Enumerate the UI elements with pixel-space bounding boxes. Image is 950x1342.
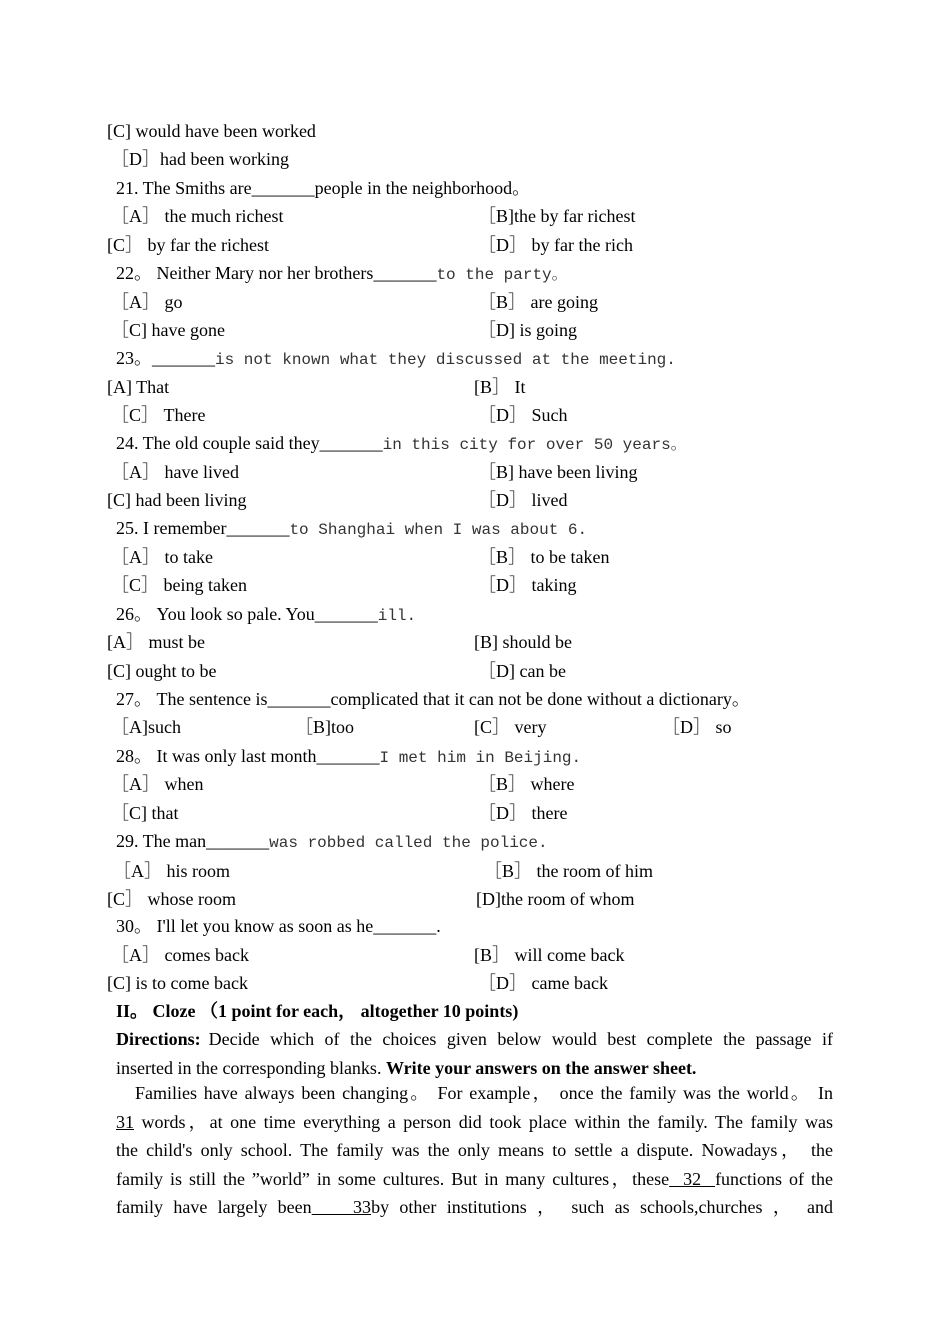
question-29-option-c: [C］ whose room bbox=[107, 889, 236, 909]
question-21-option-c: [C］ by far the richest bbox=[107, 235, 269, 255]
question-21-option-b: ［B]the by far richest bbox=[478, 206, 636, 226]
question-28-option-a: ［A］ when bbox=[111, 774, 204, 794]
question-28-stem: 28。 It was only last month_______I met him in Beijing. bbox=[116, 746, 582, 767]
question-21-stem: 21. The Smiths are_______people in the neighborhood。 bbox=[116, 178, 531, 198]
blank-33: 33 bbox=[311, 1197, 372, 1218]
question-26-option-a: [A］ must be bbox=[107, 632, 205, 652]
directions bbox=[116, 1025, 833, 1082]
question-29-option-d: [D]the room of whom bbox=[476, 889, 635, 909]
question-24-stem: 24. The old couple said they_______in this city for over 50 years。 bbox=[116, 433, 687, 454]
question-22-option-b: ［B］ are going bbox=[478, 292, 598, 312]
blank-31: 31 bbox=[116, 1111, 134, 1132]
question-23-option-b: [B］ It bbox=[474, 377, 526, 397]
question-26-stem: 26。 You look so pale. You_______ill. bbox=[116, 604, 417, 625]
question-27-stem: 27。 The sentence is_______complicated that it can not be done without a dictionary。 bbox=[116, 689, 750, 709]
directions-line-1: Directions: Decide which of the choices given below would best complete the passage if bbox=[116, 1029, 833, 1049]
question-23-option-c: ［C］ There bbox=[111, 405, 206, 425]
prev-option-c: [C] would have been worked bbox=[107, 121, 316, 141]
passage-line-3: the child's only school. The family was the only means to settle a dispute. Nowadays， the bbox=[116, 1140, 833, 1161]
blank-32: 32 bbox=[669, 1168, 716, 1189]
cloze-passage bbox=[116, 1079, 833, 1222]
question-24-option-a: ［A］ have lived bbox=[111, 462, 239, 482]
question-23-stem: 23。_______is not known what they discussed at the meeting. bbox=[116, 348, 676, 369]
question-25-stem: 25. I remember_______to Shanghai when I was about 6. bbox=[116, 518, 588, 539]
question-23-option-a: [A] That bbox=[107, 377, 170, 397]
question-21-option-a: ［A］ the much richest bbox=[111, 206, 284, 226]
question-30-option-a: ［A］ comes back bbox=[111, 945, 249, 965]
question-29-option-a: ［A］ his room bbox=[113, 861, 230, 881]
question-24-option-b: ［B] have been living bbox=[478, 462, 638, 482]
question-27-option-b: ［B]too bbox=[295, 717, 355, 737]
section-heading: II。 Cloze （1 point for each， altogether 10 points) bbox=[116, 1001, 519, 1021]
passage-line-1: Families have always been changing。 For example， once the family was the world。 In bbox=[135, 1083, 833, 1103]
question-24-option-c: [C] had been living bbox=[107, 490, 247, 510]
question-30-option-b: [B］ will come back bbox=[474, 945, 625, 965]
question-25-option-c: ［C］ being taken bbox=[111, 575, 247, 595]
question-28-option-b: ［B］ where bbox=[478, 774, 575, 794]
question-28-option-c: ［C] that bbox=[111, 803, 179, 823]
passage-line-5: family have largely been 33by other institutions ， such as schools,churches ， and bbox=[116, 1197, 834, 1218]
question-26-option-c: [C] ought to be bbox=[107, 661, 217, 681]
question-25-option-b: ［B］ to be taken bbox=[478, 547, 610, 567]
question-27-option-d: ［D］ so bbox=[662, 717, 732, 737]
question-26-option-b: [B] should be bbox=[474, 632, 572, 652]
question-29-stem: 29. The man_______was robbed called the police. bbox=[116, 831, 548, 852]
question-28-option-d: ［D］ there bbox=[478, 803, 568, 823]
question-22-option-c: ［C] have gone bbox=[111, 320, 225, 340]
question-23-option-d: ［D］ Such bbox=[478, 405, 568, 425]
question-27-option-a: ［A]such bbox=[111, 717, 181, 737]
question-24-option-d: ［D］ lived bbox=[478, 490, 568, 510]
question-30-option-c: [C] is to come back bbox=[107, 973, 248, 993]
question-22-option-a: ［A］ go bbox=[111, 292, 183, 312]
passage-line-2: 31 words，at one time everything a person did took place within the family. The family was bbox=[116, 1111, 834, 1132]
question-21-option-d: ［D］ by far the rich bbox=[478, 235, 633, 255]
question-25-option-a: ［A］ to take bbox=[111, 547, 213, 567]
question-30-option-d: ［D］ came back bbox=[478, 973, 608, 993]
question-30-stem: 30。 I'll let you know as soon as he_______. bbox=[116, 916, 441, 936]
question-26-option-d: ［D] can be bbox=[478, 661, 566, 681]
prev-option-d: ［D］had been working bbox=[111, 149, 289, 169]
question-25-option-d: ［D］ taking bbox=[478, 575, 577, 595]
passage-line-4: family is still the ”world” in some cultures. But in many cultures，these 32 functions of the bbox=[116, 1168, 833, 1189]
question-29-option-b: ［B］ the room of him bbox=[484, 861, 653, 881]
question-22-stem: 22。 Neither Mary nor her brothers_______to the party。 bbox=[116, 263, 568, 284]
question-22-option-d: ［D] is going bbox=[478, 320, 577, 340]
directions-line-2: inserted in the corresponding blanks. Write your answers on the answer sheet. bbox=[116, 1057, 697, 1078]
question-27-option-c: [C］ very bbox=[474, 717, 547, 737]
